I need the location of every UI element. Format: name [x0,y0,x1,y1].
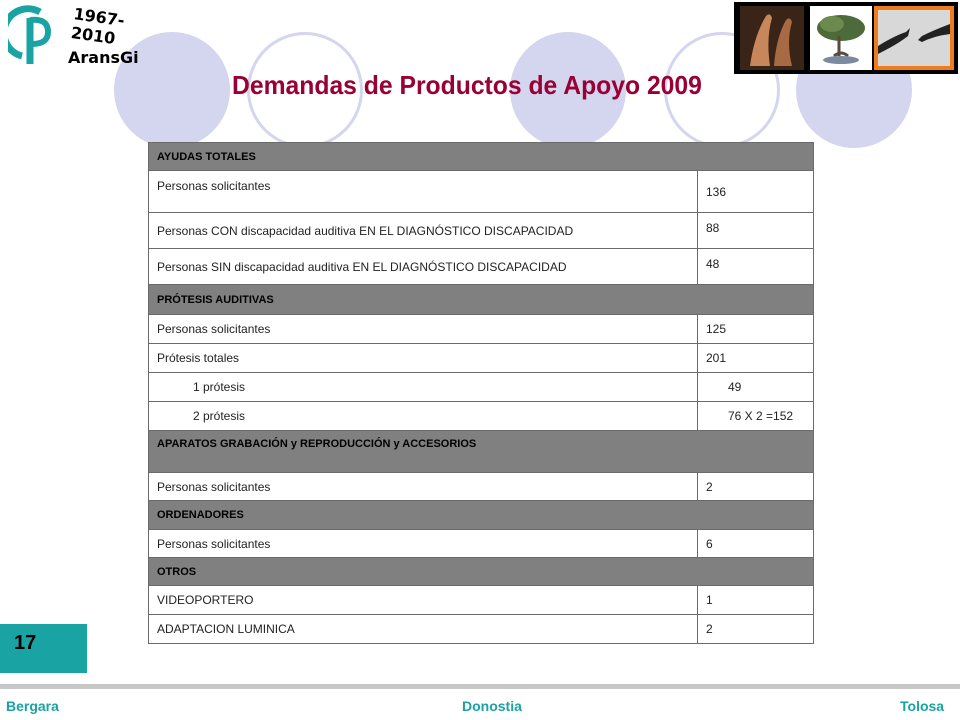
row-label: Personas solicitantes [149,530,698,558]
table-row [149,473,814,501]
row-value: 125 [698,315,814,344]
logo-mark-icon [8,4,68,70]
table-row [149,213,814,249]
row-label: 1 prótesis [149,373,698,402]
page-title: Demandas de Productos de Apoyo 2009 [232,70,702,100]
row-label: Personas solicitantes [149,171,698,213]
footer-right-location: Tolosa [900,698,945,714]
demand-table [148,142,814,644]
row-label: VIDEOPORTERO [149,586,698,615]
table-row [149,171,814,213]
arangi-logo [8,4,158,70]
section-label: APARATOS GRABACIÓN y REPRODUCCIÓN y ACCESORIOS [149,431,814,473]
row-label: Prótesis totales [149,344,698,373]
table-row [149,373,814,402]
row-value: 6 [698,530,814,558]
photo-reaching-hands-icon [874,6,954,70]
row-label: Personas SIN discapacidad auditiva EN EL DIAGNÓSTICO DISCAPACIDAD [149,249,698,285]
row-value: 88 [698,213,814,249]
row-value: 2 [698,473,814,501]
row-value: 136 [698,171,814,213]
page-number: 17 [14,632,37,654]
table-row [149,344,814,373]
table-section-row [149,285,814,315]
table-section-row [149,501,814,530]
row-value: 76 X 2 =152 [698,402,814,431]
logo-brand: AransGi [68,48,139,67]
row-value: 1 [698,586,814,615]
row-label: Personas solicitantes [149,473,698,501]
row-value: 48 [698,249,814,285]
row-value: 49 [698,373,814,402]
row-label: Personas solicitantes [149,315,698,344]
row-label: 2 prótesis [149,402,698,431]
table-row [149,530,814,558]
row-label: ADAPTACION LUMINICA [149,615,698,644]
table-row [149,586,814,615]
header-photo-strip [734,2,958,74]
logo-years: 1967-2010 [69,4,126,49]
page-number-box [0,624,87,673]
row-value: 201 [698,344,814,373]
row-label: Personas CON discapacidad auditiva EN EL DIAGNÓSTICO DISCAPACIDAD [149,213,698,249]
footer-center-location: Donostia [462,698,522,714]
table-section-row [149,558,814,586]
table-row [149,249,814,285]
section-label: AYUDAS TOTALES [149,143,814,171]
table-section-row [149,431,814,473]
row-value: 2 [698,615,814,644]
table-row [149,315,814,344]
footer-divider [0,684,960,689]
table-section-row [149,143,814,171]
photo-tree-icon [810,6,872,70]
photo-hands-icon [740,6,804,70]
table-row [149,402,814,431]
table-row [149,615,814,644]
section-label: PRÓTESIS AUDITIVAS [149,285,814,315]
section-label: ORDENADORES [149,501,814,530]
footer-left-location: Bergara [6,698,59,714]
section-label: OTROS [149,558,814,586]
